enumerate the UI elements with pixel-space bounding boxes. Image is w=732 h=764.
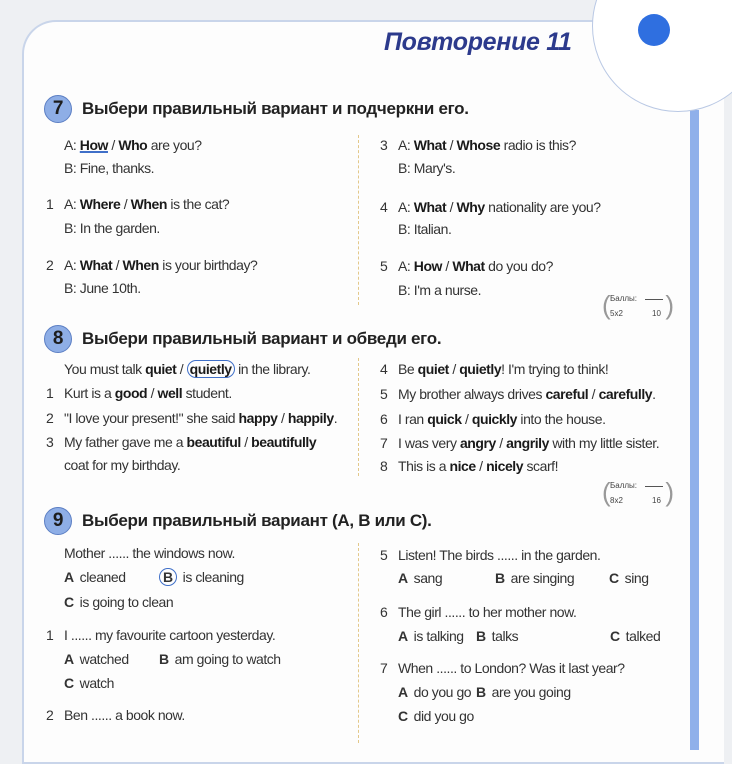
option-letter: C <box>64 675 74 691</box>
ex9-options <box>64 568 244 586</box>
option-text: do you go <box>413 684 472 700</box>
option-c <box>398 707 474 725</box>
text: A: <box>64 257 80 273</box>
choice-word: carefully <box>598 386 653 402</box>
text: into the house. <box>516 411 606 427</box>
text: You must talk <box>64 361 146 377</box>
ex7-line <box>398 159 455 177</box>
option-text: is going to clean <box>79 594 174 610</box>
text: / <box>441 258 453 274</box>
option-c <box>64 593 173 611</box>
item-number: 3 <box>380 137 388 153</box>
text: A: <box>398 137 414 153</box>
text: B: I'm a nurse. <box>398 282 482 298</box>
choice-word: quick <box>427 411 462 427</box>
choice-word: quickly <box>471 411 517 427</box>
text: are you? <box>147 137 202 153</box>
ex8-heading-text: Выбери правильный вариант и обведи его. <box>82 329 442 348</box>
ex8-line <box>380 360 609 378</box>
item-number: 2 <box>46 707 54 723</box>
option-a <box>64 650 159 668</box>
option-text: talked <box>625 628 661 644</box>
ex9-options <box>398 569 649 587</box>
divider <box>358 135 359 305</box>
item-number: 5 <box>380 547 388 563</box>
choice-word: happy <box>238 410 278 426</box>
ex8-score: ( Баллы: 8x2 16 ) <box>602 477 674 507</box>
text: My father gave me a <box>64 434 187 450</box>
option-text: talks <box>491 628 519 644</box>
score-mult: 5x2 <box>610 309 623 318</box>
ex9-question: 2 Ben ...... a book now. <box>46 707 185 723</box>
option-text: sang <box>413 570 443 586</box>
text: B: June 10th. <box>64 280 141 296</box>
choice-word: Whose <box>456 137 501 153</box>
text: I ran <box>398 411 428 427</box>
ex8-line <box>46 384 232 402</box>
ex9-options <box>398 707 474 725</box>
score-total: 16 <box>652 496 661 505</box>
text: "I love your present!" she said <box>64 410 239 426</box>
choice-word: How <box>413 258 442 274</box>
option-letter: C <box>609 570 619 586</box>
text: / <box>461 411 472 427</box>
choice-word: angrily <box>506 435 549 451</box>
text: . <box>333 410 338 426</box>
ex9-options <box>64 674 114 692</box>
ex9-question: Mother ...... the windows now. <box>64 545 235 561</box>
score-label: Баллы: <box>610 481 638 490</box>
text: coat for my birthday. <box>64 457 181 473</box>
ex8-line <box>380 385 656 403</box>
text: / <box>446 137 457 153</box>
text: / <box>120 196 131 212</box>
ex9-question: 1 I ...... my favourite cartoon yesterday. <box>46 627 276 643</box>
option-a <box>64 568 159 586</box>
text: A: <box>398 199 414 215</box>
ex7-line <box>380 136 576 154</box>
option-letter: C <box>610 628 620 644</box>
item-number: 8 <box>380 458 388 474</box>
ex9-options <box>398 627 660 645</box>
option-b <box>476 683 571 701</box>
text: Kurt is a <box>64 385 115 401</box>
page-title: Повторение 11 <box>384 28 572 56</box>
option-text: cleaned <box>79 569 126 585</box>
item-number: 5 <box>380 386 388 402</box>
circled-answer: quietly <box>187 360 235 378</box>
text: A: <box>64 137 80 153</box>
option-letter: A <box>398 628 408 644</box>
item-number: 3 <box>46 434 54 450</box>
text: ! I'm trying to think! <box>501 361 609 377</box>
option-letter: A <box>64 569 74 585</box>
choice-word: happily <box>287 410 334 426</box>
ex9-heading-text: Выбери правильный вариант (A, B или C). <box>82 511 432 530</box>
ex9-options <box>64 650 281 668</box>
option-letter: A <box>64 651 74 667</box>
option-letter: C <box>398 708 408 724</box>
choice-word: What <box>452 258 485 274</box>
ex8-line <box>380 410 606 428</box>
ex7-line <box>46 195 230 213</box>
item-number: 5 <box>380 258 388 274</box>
choice-word: When <box>130 196 167 212</box>
text: A: <box>398 258 414 274</box>
choice-word: quiet <box>145 361 177 377</box>
ex8-line <box>46 409 338 427</box>
text: My brother always drives <box>398 386 546 402</box>
choice-word: Who <box>118 137 148 153</box>
text: B: Mary's. <box>398 160 456 176</box>
ex8-line <box>380 434 660 452</box>
item-number: 1 <box>46 196 54 212</box>
text: / <box>240 434 252 450</box>
choice-word: nicely <box>486 458 524 474</box>
text: / <box>448 361 460 377</box>
option-b <box>159 650 281 668</box>
option-text: sing <box>624 570 649 586</box>
choice-word: What <box>79 257 113 273</box>
ex7-line <box>46 256 258 274</box>
text: / <box>107 137 119 153</box>
text: student. <box>182 385 232 401</box>
text: Be <box>398 361 418 377</box>
text: / <box>475 458 487 474</box>
choice-word: nice <box>449 458 476 474</box>
ex8-number: 8 <box>44 325 72 353</box>
ex8-heading <box>44 325 441 353</box>
option-letter: A <box>398 570 408 586</box>
choice-word: What <box>413 137 447 153</box>
underlined-answer: How <box>79 137 108 153</box>
ex9-options <box>64 593 173 611</box>
score-mult: 8x2 <box>610 496 623 505</box>
choice-word: quiet <box>417 361 449 377</box>
item-number: 1 <box>46 385 54 401</box>
option-c <box>610 627 660 645</box>
ex7-line <box>398 220 451 238</box>
item-number: 1 <box>46 627 54 643</box>
text: / <box>495 435 507 451</box>
text: radio is this? <box>500 137 576 153</box>
option-text: are singing <box>510 570 575 586</box>
choice-word: angry <box>459 435 496 451</box>
ex9-heading <box>44 507 432 535</box>
item-number: 2 <box>46 410 54 426</box>
option-text: are you going <box>491 684 571 700</box>
choice-word: quietly <box>459 361 502 377</box>
item-number: 4 <box>380 199 388 215</box>
option-letter: B <box>495 570 505 586</box>
choice-word: What <box>413 199 447 215</box>
item-number: 6 <box>380 411 388 427</box>
text: / <box>588 386 599 402</box>
divider <box>358 358 359 476</box>
item-number: 4 <box>380 361 388 377</box>
ex9-number: 9 <box>44 507 72 535</box>
text: with my little sister. <box>548 435 660 451</box>
text: I was very <box>398 435 460 451</box>
side-bar <box>690 110 699 750</box>
text: / <box>176 361 187 377</box>
ex9-options <box>398 683 571 701</box>
choice-word: When <box>122 257 159 273</box>
text: B: Italian. <box>398 221 452 237</box>
ex7-line <box>64 136 202 154</box>
ex7-line <box>380 198 601 216</box>
text: do you do? <box>484 258 553 274</box>
text: is your birthday? <box>158 257 258 273</box>
option-a <box>398 683 476 701</box>
option-text: is cleaning <box>182 569 244 585</box>
option-letter: B <box>159 568 177 586</box>
text: is the cat? <box>166 196 230 212</box>
text: / <box>446 199 457 215</box>
page-dot-icon <box>638 14 670 46</box>
ex7-line <box>398 281 481 299</box>
text: A: <box>64 196 80 212</box>
item-number: 7 <box>380 435 388 451</box>
choice-word: beautifully <box>251 434 317 450</box>
choice-word: good <box>114 385 148 401</box>
choice-word: careful <box>545 386 589 402</box>
option-letter: B <box>476 684 486 700</box>
option-b <box>495 569 609 587</box>
choice-word: Where <box>79 196 121 212</box>
text: This is a <box>398 458 450 474</box>
item-number: 6 <box>380 604 388 620</box>
option-c <box>64 674 114 692</box>
text: scarf! <box>523 458 559 474</box>
ex9-question: 7 When ...... to London? Was it last year? <box>380 660 625 676</box>
ex8-line <box>46 433 317 451</box>
option-text: is talking <box>413 628 464 644</box>
ex9-question: 5 Listen! The birds ...... in the garden. <box>380 547 601 563</box>
ex8-line <box>64 456 180 474</box>
ex7-number: 7 <box>44 95 72 123</box>
option-a <box>398 569 495 587</box>
option-letter: B <box>476 628 486 644</box>
text: in the library. <box>234 361 311 377</box>
score-label: Баллы: <box>610 294 638 303</box>
ex7-line <box>64 219 160 237</box>
ex7-line <box>380 257 553 275</box>
option-b <box>476 627 610 645</box>
item-number: 2 <box>46 257 54 273</box>
text: B: Fine, thanks. <box>64 160 155 176</box>
option-a <box>398 627 476 645</box>
option-text: watched <box>79 651 129 667</box>
option-letter: B <box>159 651 169 667</box>
ex8-line <box>64 360 310 378</box>
ex7-score: ( Баллы: 5x2 10 ) <box>602 290 674 320</box>
text: . <box>652 386 656 402</box>
option-text: am going to watch <box>174 651 281 667</box>
option-c <box>609 569 649 587</box>
choice-word: beautiful <box>186 434 241 450</box>
ex9-question: 6 The girl ...... to her mother now. <box>380 604 577 620</box>
text: / <box>147 385 158 401</box>
divider <box>358 543 359 743</box>
ex7-line <box>64 159 154 177</box>
choice-word: well <box>157 385 183 401</box>
ex7-line <box>64 279 141 297</box>
option-b <box>159 568 244 586</box>
text: nationality are you? <box>484 199 601 215</box>
option-text: did you go <box>413 708 474 724</box>
option-text: watch <box>79 675 114 691</box>
text: / <box>277 410 288 426</box>
score-total: 10 <box>652 309 661 318</box>
ex8-line <box>380 457 559 475</box>
choice-word: Why <box>456 199 485 215</box>
option-letter: C <box>64 594 74 610</box>
ex7-heading <box>44 95 469 123</box>
item-number: 7 <box>380 660 388 676</box>
text: B: In the garden. <box>64 220 160 236</box>
text: / <box>112 257 123 273</box>
option-letter: A <box>398 684 408 700</box>
ex7-heading-text: Выбери правильный вариант и подчеркни его. <box>82 99 469 118</box>
